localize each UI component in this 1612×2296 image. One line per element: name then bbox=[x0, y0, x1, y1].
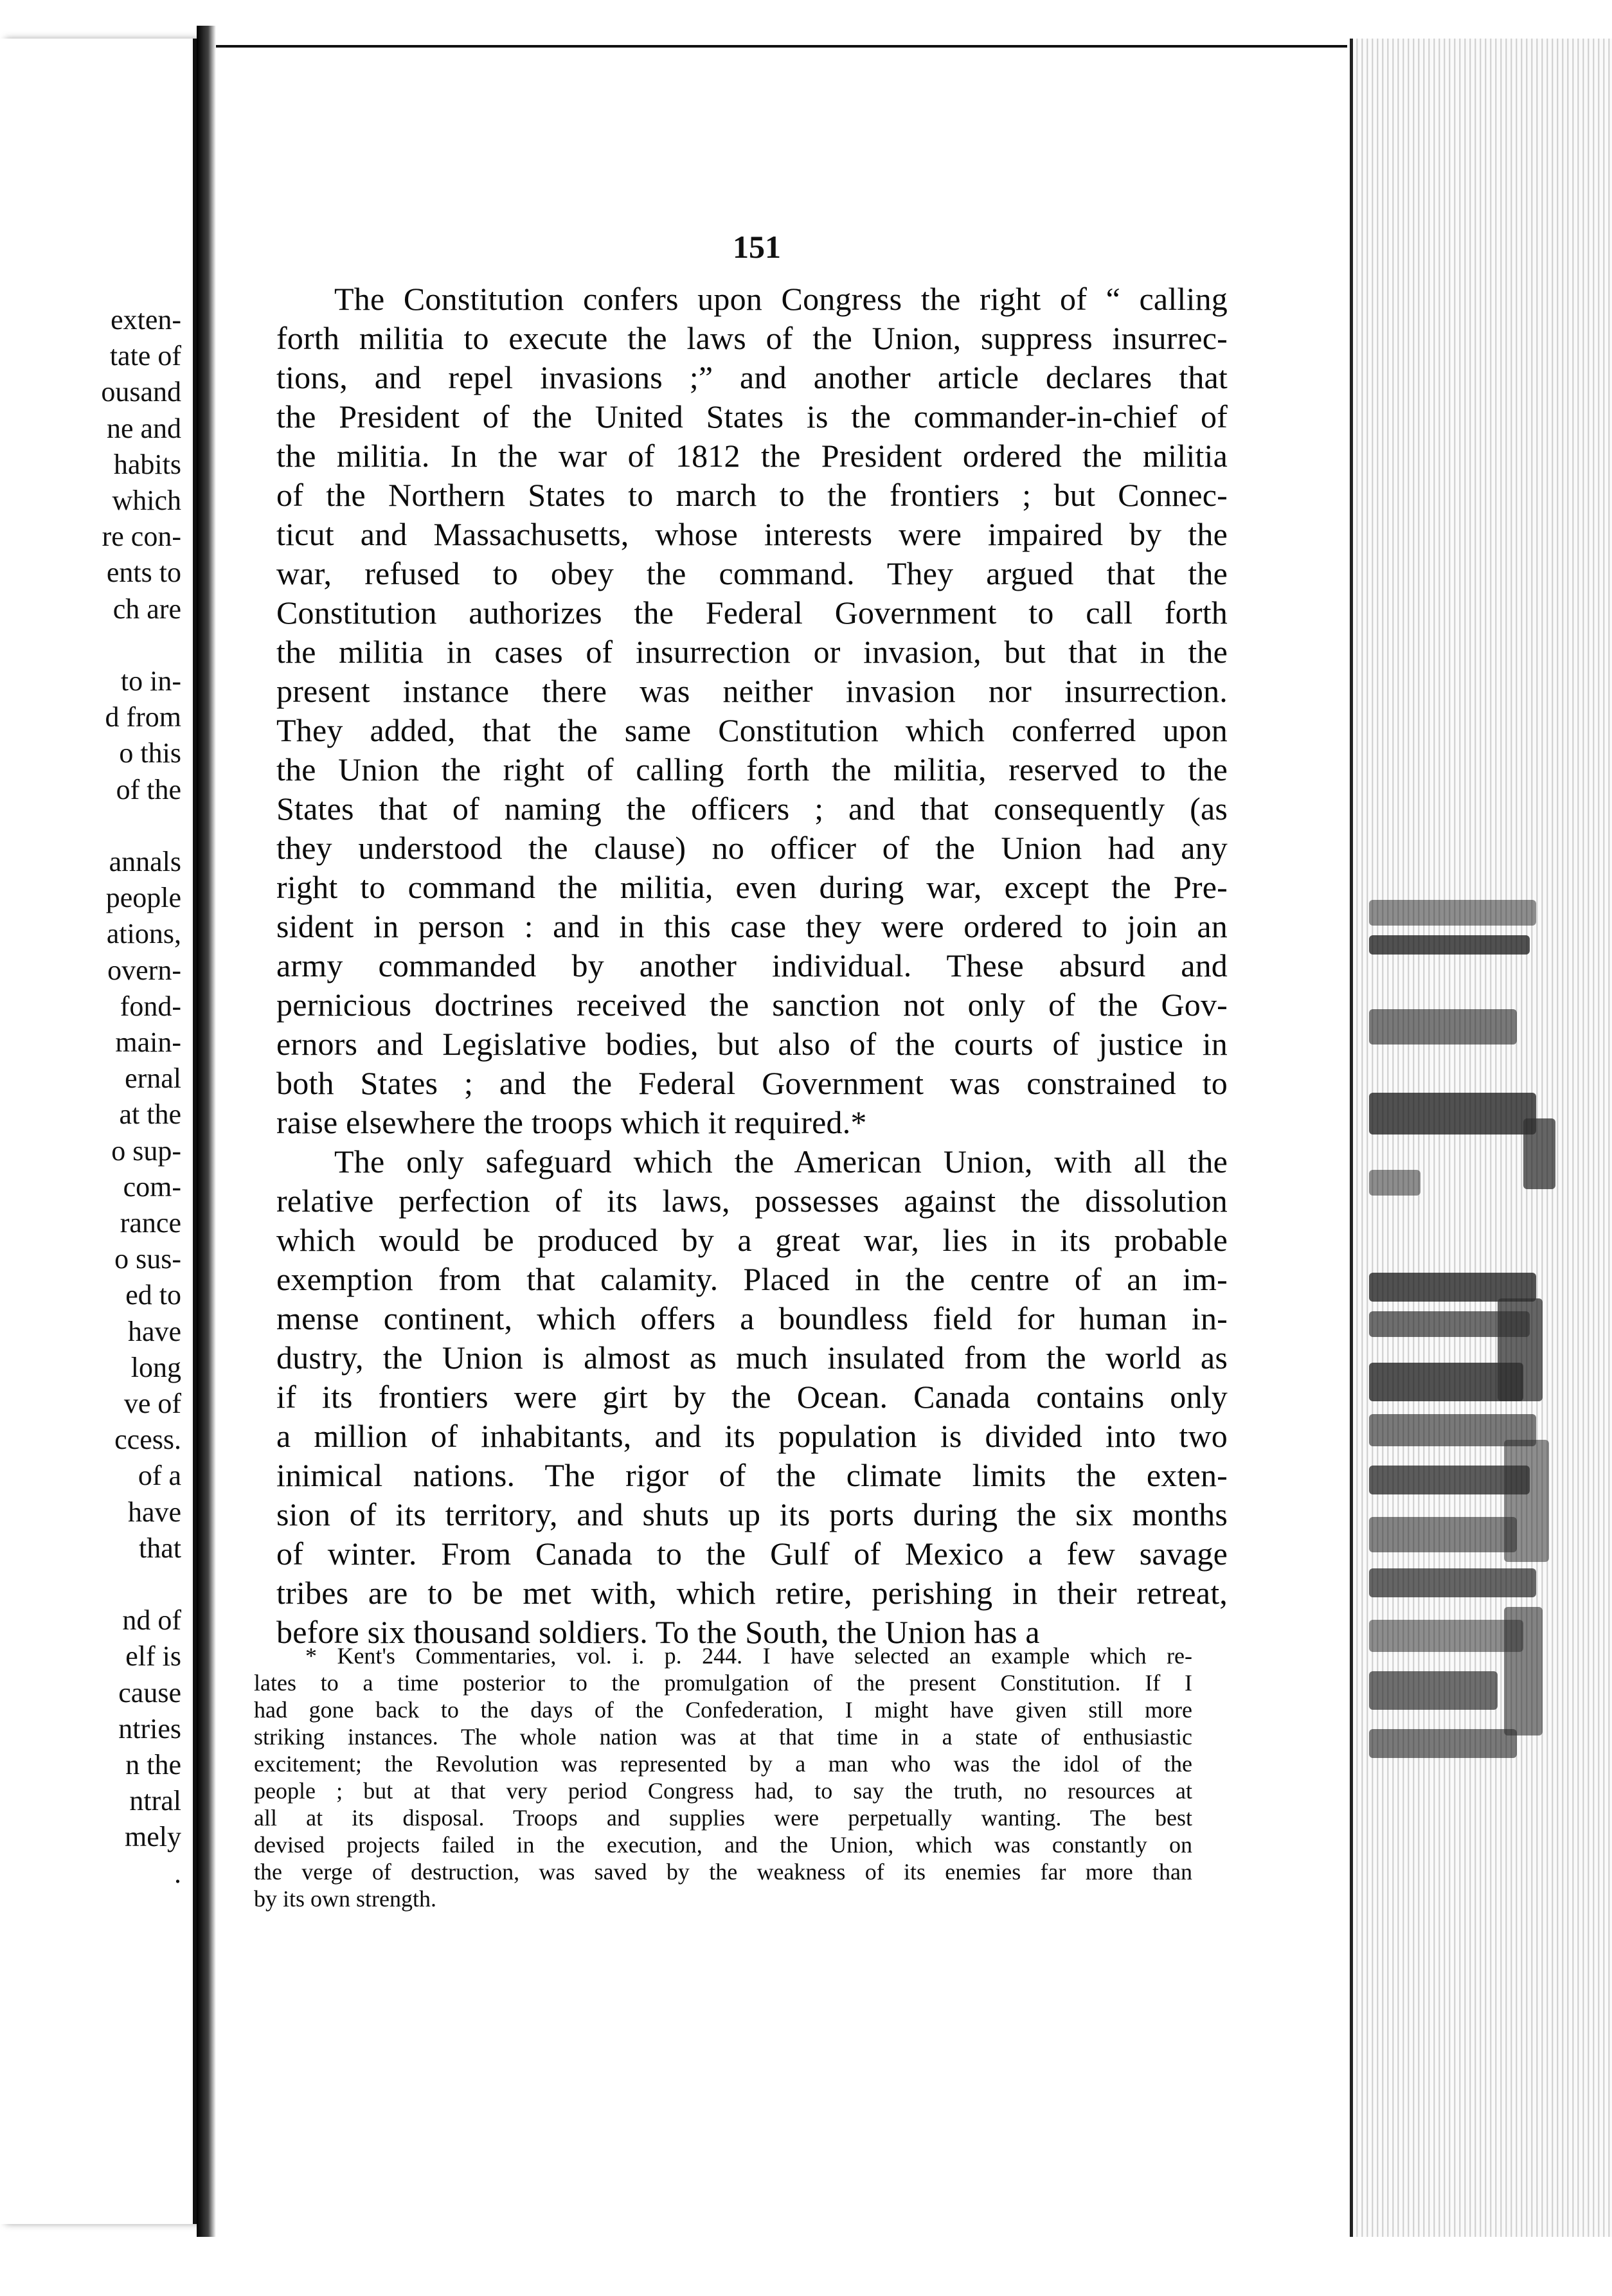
body-line: the Union the right of calling forth the militia, reserved to the bbox=[276, 751, 1228, 787]
facing-page-line: ations, bbox=[106, 918, 181, 950]
facing-page-line: fond- bbox=[120, 990, 181, 1022]
stamp-fragment bbox=[1369, 900, 1536, 926]
facing-page-line: rance bbox=[120, 1207, 181, 1239]
facing-page-line: which bbox=[112, 485, 181, 516]
body-line: mense continent, which offers a boundless field for human in- bbox=[276, 1300, 1228, 1336]
facing-page-line: to in- bbox=[120, 665, 181, 697]
footnote-line: had gone back to the days of the Confederation, I might have given still more bbox=[254, 1697, 1192, 1723]
body-line: raise elsewhere the troops which it required.* bbox=[276, 1104, 867, 1140]
footnote-line: lates to a time posterior to the promulgation of the present Constitution. If I bbox=[254, 1670, 1192, 1696]
body-line: They added, that the same Constitution which conferred upon bbox=[276, 712, 1228, 748]
footnote-line: excitement; the Revolution was represented by a man who was the idol of the bbox=[254, 1751, 1192, 1777]
facing-page-line: habits bbox=[113, 448, 181, 480]
facing-page-line: overn- bbox=[107, 954, 181, 986]
stamp-fragment bbox=[1504, 1607, 1543, 1735]
body-line: sion of its territory, and shuts up its ports during the six months bbox=[276, 1496, 1228, 1532]
facing-page-line: re con- bbox=[102, 521, 181, 553]
facing-page-line: ch are bbox=[112, 593, 181, 625]
stamp-fragment bbox=[1369, 1009, 1517, 1045]
stamp-fragment bbox=[1369, 1093, 1536, 1135]
body-line: States that of naming the officers ; and that consequently (as bbox=[276, 791, 1228, 827]
stamp-fragment bbox=[1523, 1118, 1555, 1189]
footnote-line: devised projects failed in the execution, and the Union, which was constantly on bbox=[254, 1832, 1192, 1858]
facing-page-line: . bbox=[174, 1857, 181, 1889]
facing-page-left bbox=[0, 39, 197, 2224]
stamp-fragment bbox=[1369, 1517, 1517, 1552]
facing-page-line: have bbox=[127, 1315, 181, 1347]
stamp-fragment bbox=[1369, 1729, 1517, 1758]
facing-page-line: mely bbox=[125, 1821, 181, 1853]
footnote-line: * Kent's Commentaries, vol. i. p. 244. I have selected an example which re- bbox=[305, 1643, 1192, 1669]
facing-page-line: o this bbox=[119, 737, 181, 769]
facing-page-line: main- bbox=[115, 1027, 181, 1058]
footnote-line: by its own strength. bbox=[254, 1886, 436, 1912]
stamp-fragment bbox=[1369, 1170, 1420, 1196]
body-line: The Constitution confers upon Congress the right of “ calling bbox=[334, 281, 1228, 317]
body-line: sident in person : and in this case they were ordered to join an bbox=[276, 908, 1228, 944]
facing-page-line: at the bbox=[119, 1099, 181, 1131]
facing-page-line: have bbox=[127, 1496, 181, 1528]
body-line: the President of the United States is the commander-in-chief of bbox=[276, 399, 1228, 435]
body-line: dustry, the Union is almost as much insulated from the world as bbox=[276, 1340, 1228, 1376]
stamp-fragment bbox=[1369, 1620, 1523, 1652]
body-line: a million of inhabitants, and its population is divided into two bbox=[276, 1418, 1228, 1454]
book-gutter bbox=[197, 26, 216, 2263]
facing-page-line: elf is bbox=[125, 1640, 181, 1673]
body-line: inimical nations. The rigor of the climate limits the exten- bbox=[276, 1457, 1228, 1493]
facing-page-line: n the bbox=[125, 1749, 181, 1780]
facing-page-line: ve of bbox=[123, 1388, 181, 1419]
footnote-line: people ; but at that very period Congress had, to say the truth, no resources at bbox=[254, 1778, 1192, 1804]
body-line: the militia in cases of insurrection or invasion, but that in the bbox=[276, 634, 1228, 670]
stamp-fragment bbox=[1369, 1568, 1536, 1597]
facing-page-line: ccess. bbox=[114, 1424, 181, 1456]
body-line: army commanded by another individual. These absurd and bbox=[276, 947, 1228, 983]
facing-page-line: com- bbox=[123, 1170, 181, 1203]
facing-page-line: long bbox=[130, 1351, 181, 1383]
stamp-fragment bbox=[1369, 1273, 1536, 1302]
body-line: ernors and Legislative bodies, but also of the courts of justice in bbox=[276, 1026, 1228, 1062]
body-line: exemption from that calamity. Placed in the centre of an im- bbox=[276, 1261, 1228, 1297]
body-line: The only safeguard which the American Union, with all the bbox=[334, 1144, 1228, 1179]
body-line: they understood the clause) no officer of the Union had any bbox=[276, 830, 1228, 866]
facing-page-line: ntral bbox=[129, 1785, 181, 1817]
stamp-fragment bbox=[1369, 1671, 1498, 1710]
facing-page-line: that bbox=[139, 1532, 181, 1564]
body-line: both States ; and the Federal Government was constrained to bbox=[276, 1065, 1228, 1101]
body-line: of winter. From Canada to the Gulf of Mexico a few savage bbox=[276, 1536, 1228, 1572]
facing-page-line: o sus- bbox=[114, 1243, 181, 1275]
facing-page-line: of a bbox=[138, 1460, 181, 1492]
body-line: Constitution authorizes the Federal Government to call forth bbox=[276, 595, 1228, 631]
page-number: 151 bbox=[733, 229, 781, 265]
footnote-line: the verge of destruction, was saved by the weakness of its enemies far more than bbox=[254, 1859, 1192, 1885]
body-line: if its frontiers were girt by the Ocean. Canada contains only bbox=[276, 1379, 1228, 1415]
body-line: tions, and repel invasions ;” and another article declares that bbox=[276, 359, 1228, 395]
body-line: right to command the militia, even during war, except the Pre- bbox=[276, 869, 1228, 905]
facing-page-line: o sup- bbox=[111, 1135, 181, 1167]
page-bottom-margin bbox=[193, 2237, 1612, 2296]
facing-page-line: annals bbox=[109, 846, 181, 877]
library-stamp-mark bbox=[1369, 900, 1562, 1813]
facing-page-line: nd of bbox=[122, 1604, 181, 1637]
body-line: the militia. In the war of 1812 the President ordered the militia bbox=[276, 438, 1228, 474]
facing-page-line: ntries bbox=[118, 1712, 181, 1744]
body-line: present instance there was neither invasion nor insurrection. bbox=[276, 673, 1228, 709]
stamp-fragment bbox=[1369, 935, 1530, 955]
body-line: before six thousand soldiers. To the South, the Union has a bbox=[276, 1614, 1040, 1650]
stamp-fragment bbox=[1504, 1440, 1549, 1562]
facing-page-line: ne and bbox=[106, 412, 181, 444]
body-line: ticut and Massachusetts, whose interests were impaired by the bbox=[276, 516, 1228, 552]
facing-page-line: ed to bbox=[125, 1279, 181, 1311]
footnote-line: striking instances. The whole nation was at that time in a state of enthusiastic bbox=[254, 1724, 1192, 1750]
body-line: pernicious doctrines received the sanction not only of the Gov- bbox=[276, 987, 1228, 1023]
facing-page-line: ents to bbox=[106, 557, 181, 589]
stamp-fragment bbox=[1498, 1298, 1543, 1401]
facing-page-line: people bbox=[105, 882, 181, 914]
body-line: forth militia to execute the laws of the Union, suppress insurrec- bbox=[276, 320, 1228, 356]
body-line: of the Northern States to march to the frontiers ; but Connec- bbox=[276, 477, 1228, 513]
facing-page-line: tate of bbox=[109, 340, 181, 372]
facing-page-line: of the bbox=[116, 773, 181, 805]
facing-page-line: cause bbox=[118, 1676, 181, 1709]
body-line: which would be produced by a great war, lies in its probable bbox=[276, 1222, 1228, 1258]
facing-page-line: ousand bbox=[101, 376, 181, 408]
facing-page-line: d from bbox=[105, 701, 181, 733]
body-line: war, refused to obey the command. They argued that the bbox=[276, 555, 1228, 591]
facing-page-line: exten- bbox=[111, 304, 181, 336]
facing-page-line: ernal bbox=[125, 1063, 181, 1095]
footnote-line: all at its disposal. Troops and supplies were perpetually wanting. The best bbox=[254, 1805, 1192, 1831]
body-line: relative perfection of its laws, possesses against the dissolution bbox=[276, 1183, 1228, 1219]
body-line: tribes are to be met with, which retire, perishing in their retreat, bbox=[276, 1575, 1228, 1611]
